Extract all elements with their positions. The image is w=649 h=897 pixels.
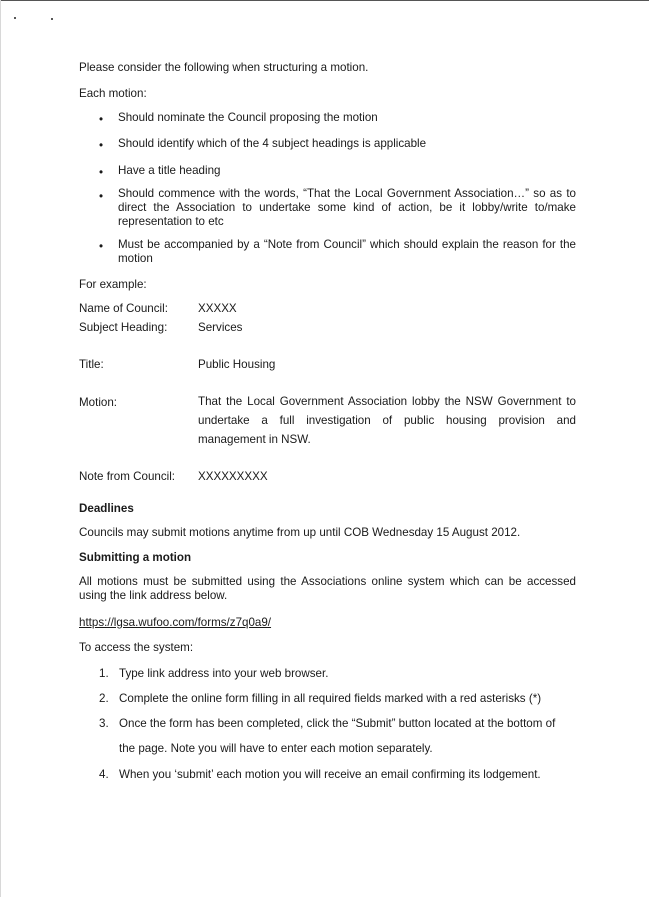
name-of-council-label: Name of Council: xyxy=(79,302,168,315)
subject-heading-value: Services xyxy=(198,321,243,334)
step-number: 1. xyxy=(99,667,109,680)
submitting-heading: Submitting a motion xyxy=(79,551,192,564)
step-number: 4. xyxy=(99,768,109,781)
intro-text: Please consider the following when structuring a motion. xyxy=(79,61,369,74)
each-motion-label: Each motion: xyxy=(79,87,147,100)
bullet-item: Should identify which of the 4 subject headings is applicable xyxy=(118,137,427,150)
bullet-glyph: • xyxy=(99,139,104,152)
note-from-council-label: Note from Council: xyxy=(79,470,176,483)
motion-label: Motion: xyxy=(79,396,118,409)
step-text: When you ‘submit’ each motion you will receive an email confirming its lodgement. xyxy=(119,768,541,781)
submitting-text: All motions must be submitted using the Associations online system which can be accessed using the link address below. xyxy=(79,575,576,602)
note-from-council-value: XXXXXXXXX xyxy=(198,470,268,483)
scan-speck xyxy=(51,18,53,20)
access-label: To access the system: xyxy=(79,641,194,654)
step-text: Type link address into your web browser. xyxy=(119,667,329,680)
step-text: Complete the online form filling in all required fields marked with a red asterisks (*) xyxy=(119,692,542,705)
bullet-glyph: • xyxy=(99,240,104,253)
step-number: 3. xyxy=(99,717,109,730)
step-text: Once the form has been completed, click the “Submit” button located at the bottom of xyxy=(119,717,556,730)
scan-edge-left xyxy=(0,0,1,897)
bullet-item: Should commence with the words, “That the Local Government Association…” so as to direct the Association to undertake some kind of action, be it lobby/write to/make representation to etc xyxy=(118,187,576,228)
subject-heading-label: Subject Heading: xyxy=(79,321,168,334)
bullet-item: Have a title heading xyxy=(118,164,221,177)
scan-edge-top xyxy=(0,0,649,1)
title-label: Title: xyxy=(79,358,104,371)
motion-value: That the Local Government Association lobby the NSW Government to undertake a full investigation of public housing provision and management in NSW. xyxy=(198,395,576,446)
for-example-label: For example: xyxy=(79,278,147,291)
bullet-glyph: • xyxy=(99,113,104,126)
bullet-item: Should nominate the Council proposing the motion xyxy=(118,111,378,124)
name-of-council-value: XXXXX xyxy=(198,302,237,315)
step-number: 2. xyxy=(99,692,109,705)
bullet-glyph: • xyxy=(99,190,104,203)
bullet-glyph: • xyxy=(99,166,104,179)
scan-speck xyxy=(14,17,16,19)
deadlines-text: Councils may submit motions anytime from up until COB Wednesday 15 August 2012. xyxy=(79,526,521,539)
deadlines-heading: Deadlines xyxy=(79,502,134,515)
bullet-item: Must be accompanied by a “Note from Council” which should explain the reason for the motion xyxy=(118,238,576,265)
step-text-continued: the page. Note you will have to enter each motion separately. xyxy=(119,742,433,755)
title-value: Public Housing xyxy=(198,358,276,371)
online-form-link[interactable]: https://lgsa.wufoo.com/forms/z7q0a9/ xyxy=(79,616,272,629)
